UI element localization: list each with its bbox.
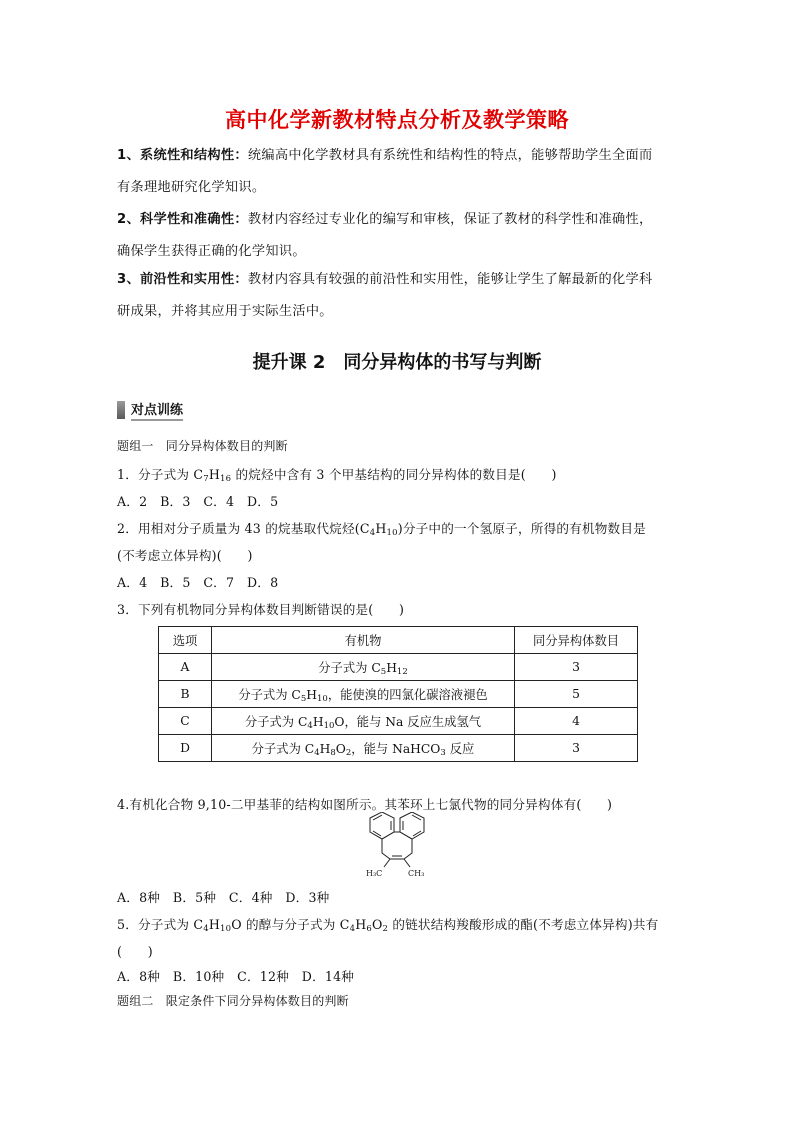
- q2-stem: 2．用相对分子质量为 43 的烷基取代烷烃$(C_4H_{10})$分子中的一个氢原子，所得的有机物数目是: [117, 521, 646, 538]
- q4-stem: 4.有机化合物 9,10-二甲基菲的结构如图所示。其苯环上七氯代物的同分异构体有( ): [117, 797, 613, 812]
- dimethylphenanthrene-structure: [352, 812, 442, 880]
- group1-title: 题组一 同分异构体数目的判断: [117, 439, 288, 453]
- table-cell: 分子式为 $C_4H_8O_2$，能与 NaHCO$_3$ 反应: [212, 735, 515, 762]
- table-cell: 4: [515, 708, 638, 735]
- q1-options: A．2 B．3 C．4 D．5: [117, 494, 279, 509]
- intro-point-2: [117, 204, 682, 268]
- table-cell: C: [159, 708, 212, 735]
- q3-stem: 3．下列有机物同分异构体数目判断错误的是( ): [117, 602, 405, 617]
- intro-point-text: 确保学生获得正确的化学知识。: [117, 244, 306, 259]
- intro-point-text: 研成果，并将其应用于实际生活中。: [117, 304, 333, 319]
- table-cell: 3: [515, 654, 638, 681]
- methyl-label-left: H₃C: [366, 869, 383, 878]
- q4-options: A．8种 B．5种 C．4种 D．3种: [117, 890, 330, 905]
- q5-stem: 5．分子式为 $C_4H_{10}O$ 的醇与分子式为 $C_4H_6O_2$ 的链状结构羧酸形成的酯(不考虑立体异构)共有: [117, 917, 659, 934]
- table-header: 选项: [159, 627, 212, 654]
- intro-point-text: 有条理地研究化学知识。: [117, 180, 266, 195]
- lesson-title: 提升课 2 同分异构体的书写与判断: [252, 352, 542, 373]
- q5-stem-cont: ( ): [117, 944, 153, 959]
- q3-table: [158, 626, 638, 762]
- intro-point-text: 教材内容经过专业化的编写和审核，保证了教材的科学性和准确性，: [247, 212, 653, 227]
- table-cell: D: [159, 735, 212, 762]
- q1-stem: 1．分子式为 $C_7H_{16}$ 的烷烃中含有 3 个甲基结构的同分异构体的数目是( ): [117, 467, 557, 484]
- table-cell: 分子式为 $C_5H_{10}$，能使溴的四氯化碳溶液褪色: [212, 681, 515, 708]
- intro-point-3: [117, 264, 682, 328]
- table-row: [159, 708, 638, 735]
- middle-ring: [382, 832, 412, 859]
- intro-point-label: 3、前沿性和实用性：: [117, 272, 248, 287]
- page-title: 高中化学新教材特点分析及教学策略: [225, 108, 569, 132]
- intro-point-label: 2、科学性和准确性：: [117, 212, 248, 227]
- benzene-ring-left: [370, 812, 394, 839]
- benzene-ring-right: [400, 812, 424, 839]
- group2-title: 题组二 限定条件下同分异构体数目的判断: [117, 994, 349, 1008]
- table-cell: 3: [515, 735, 638, 762]
- table-cell: B: [159, 681, 212, 708]
- table-row: [159, 681, 638, 708]
- table-header: 同分异构体数目: [515, 627, 638, 654]
- intro-point-text: 统编高中化学教材具有系统性和结构性的特点，能够帮助学生全面而: [247, 148, 653, 163]
- intro-point-1: [117, 140, 682, 204]
- table-header-row: [159, 627, 638, 654]
- q2-stem-cont: (不考虑立体异构)( ): [117, 548, 253, 563]
- intro-point-text: 教材内容具有较强的前沿性和实用性，能够让学生了解最新的化学科: [247, 272, 653, 287]
- section-tag: [117, 400, 183, 420]
- table-row: [159, 654, 638, 681]
- section-label: 对点训练: [131, 399, 183, 421]
- section-bar-icon: [117, 401, 125, 419]
- table-header: 有机物: [212, 627, 515, 654]
- table-cell: 5: [515, 681, 638, 708]
- table-cell: A: [159, 654, 212, 681]
- table-cell: 分子式为 $C_4H_{10}O$，能与 Na 反应生成氢气: [212, 708, 515, 735]
- q2-options: A．4 B．5 C．7 D．8: [117, 575, 279, 590]
- table-cell: 分子式为 $C_5H_{12}$: [212, 654, 515, 681]
- q5-options: A．8种 B．10种 C．12种 D．14种: [117, 969, 355, 984]
- methyl-label-right: CH₃: [408, 869, 425, 878]
- intro-point-label: 1、系统性和结构性：: [117, 148, 248, 163]
- table-row: [159, 735, 638, 762]
